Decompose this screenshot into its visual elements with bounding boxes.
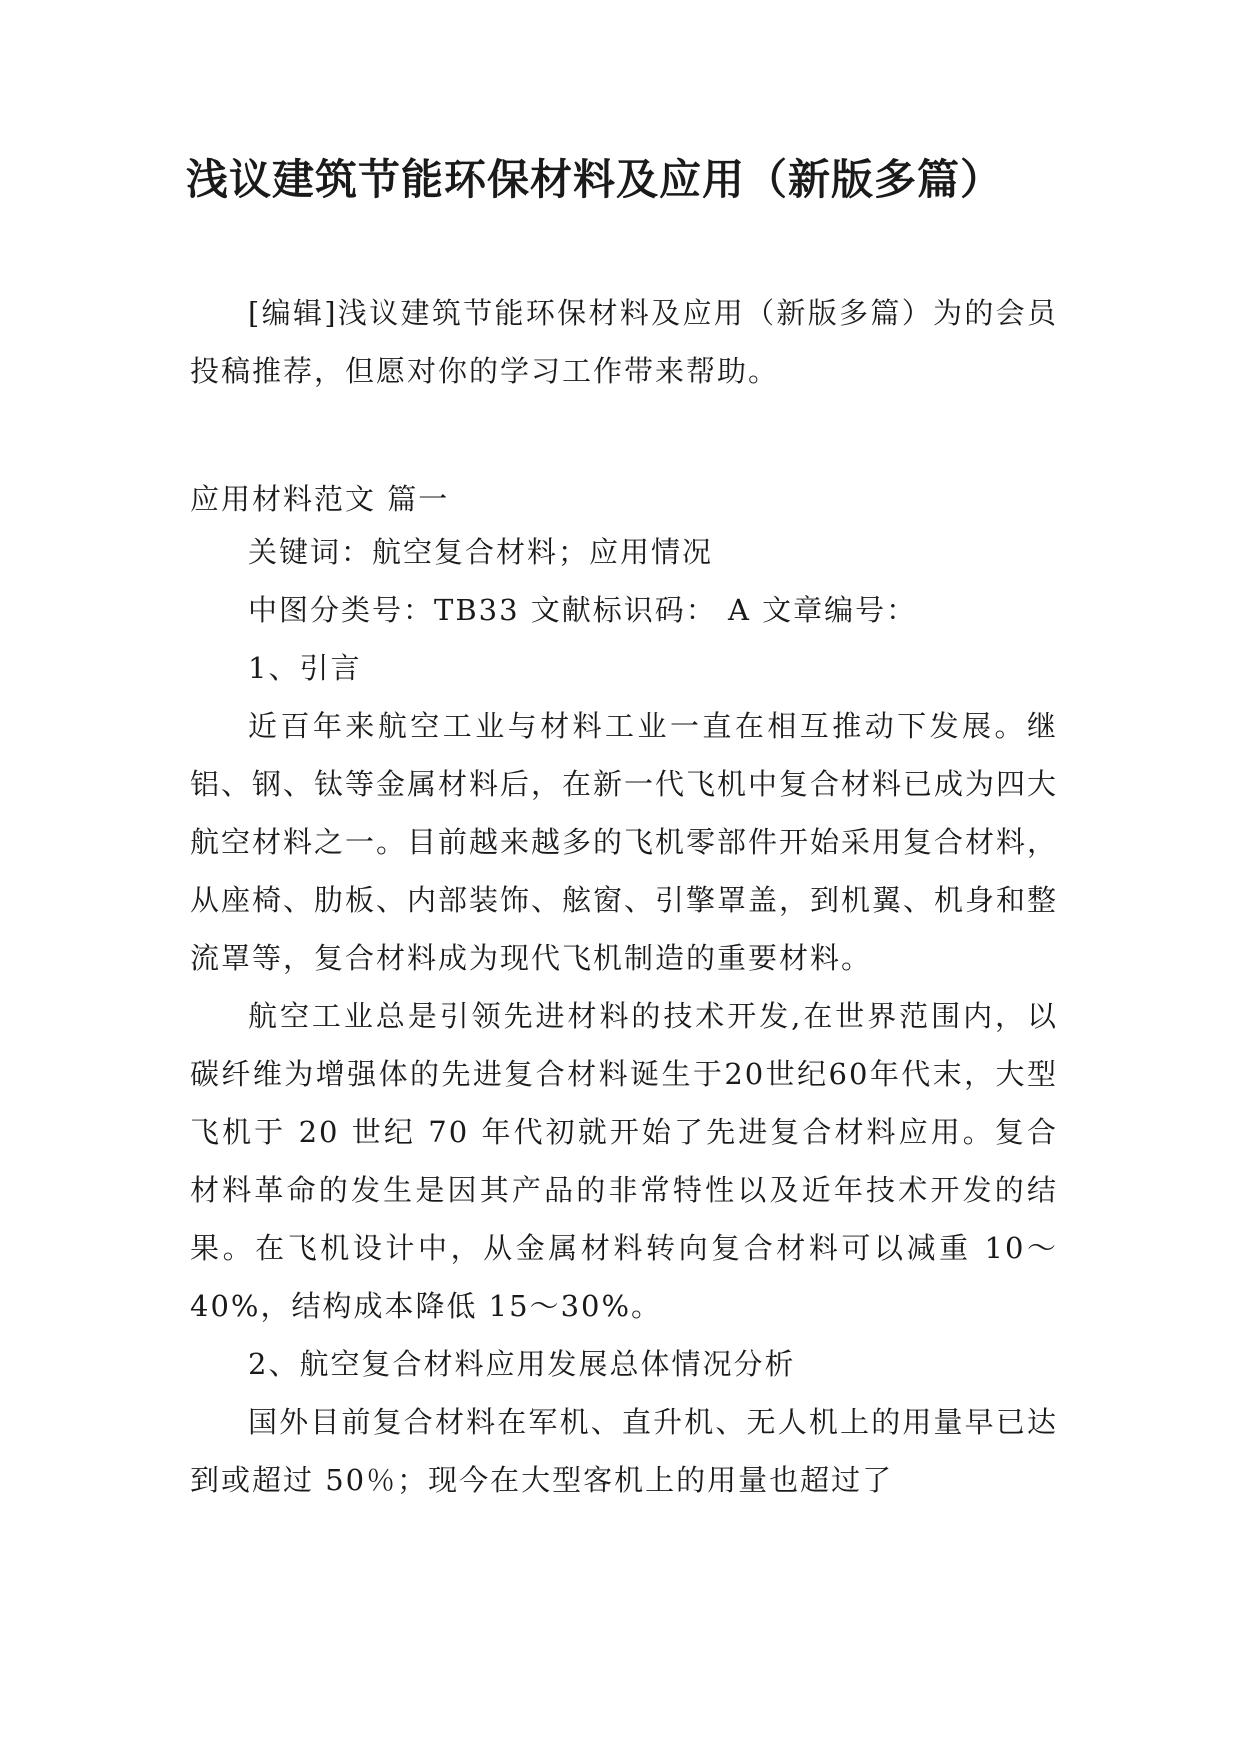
classification-line: 中图分类号：TB33 文献标识码： A 文章编号： [248,593,918,627]
article-body [190,523,1058,1509]
document-title: 浅议建筑节能环保材料及应用（新版多篇） [186,155,1004,204]
section-heading: 应用材料范文 篇一 [190,482,450,516]
section-2-heading: 2、航空复合材料应用发展总体情况分析 [248,1347,796,1381]
section-1-heading: 1、引言 [248,651,362,685]
intro-paragraph [190,284,1058,400]
intro-text: [编辑]浅议建筑节能环保材料及应用（新版多篇）为的会员投稿推荐，但愿对你的学习工作带来帮助。 [190,296,1058,388]
paragraph-foreign-usage: 国外目前复合材料在军机、直升机、无人机上的用量早已达到或超过 50％；现今在大型客机上的用量也超过了 [190,1405,1058,1497]
keywords-line: 关键词：航空复合材料；应用情况 [248,535,714,569]
paragraph-aviation-industry: 航空工业总是引领先进材料的技术开发,在世界范围内，以碳纤维为增强体的先进复合材料诞生于20世纪60年代末，大型飞机于 20 世纪 70 年代初就开始了先进复合材料应用。复合材料革命的发生是因其产品的非常特性以及近年技术开发的结果。在飞机设计中，从金属材料转向复合材料可以减重 10～40%，结构成本降低 15～30%。 [190,999,1058,1323]
paragraph-intro-history: 近百年来航空工业与材料工业一直在相互推动下发展。继铝、钢、钛等金属材料后，在新一代飞机中复合材料已成为四大航空材料之一。目前越来越多的飞机零部件开始采用复合材料，从座椅、肋板、内部装饰、舷窗、引擎罩盖，到机翼、机身和整流罩等，复合材料成为现代飞机制造的重要材料。 [190,709,1059,975]
